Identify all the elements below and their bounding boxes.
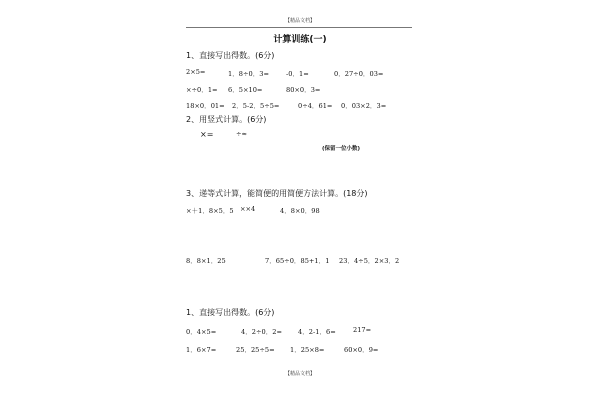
- section1-row-3: [186, 100, 412, 110]
- section3-heading: 3、递等式计算，能简便的用简便方法计算。(18分): [186, 189, 368, 198]
- problem: 1．6×7=: [186, 346, 217, 354]
- section2-heading: 2、用竖式计算。(6分): [186, 115, 267, 124]
- section1-heading: 1、直接写出得数。(6分): [186, 51, 275, 60]
- section2-row: [186, 130, 412, 140]
- problem: 2×5=: [186, 68, 206, 76]
- problem: 0．4×5=: [186, 328, 217, 336]
- header-tag: 【精品文档】: [284, 18, 315, 24]
- problem: 0．27÷0．03=: [334, 70, 384, 78]
- page-title: 计算训练(一): [273, 35, 327, 45]
- problem: 8．8×1．25: [186, 257, 226, 265]
- problem: 2．5-2．5÷5=: [232, 102, 280, 110]
- section4-heading: 1、直接写出得数。(6分): [186, 308, 275, 317]
- problem: 4．8×0．98: [280, 207, 320, 215]
- problem: 60×0．9=: [344, 346, 379, 354]
- working-space: [186, 218, 412, 252]
- problem: 1．8÷0．3=: [228, 70, 270, 78]
- problem: 18×0．01=: [186, 102, 225, 110]
- problem: 7．65÷0．85+1．1: [265, 257, 330, 265]
- problem: -0．1=: [286, 70, 309, 78]
- problem: ××4: [240, 205, 256, 213]
- problem: 4．2-1．6=: [298, 328, 336, 336]
- vertical-problem: ÷≈: [236, 130, 248, 138]
- section1-row-1: [186, 68, 412, 78]
- working-space: [186, 154, 412, 184]
- problem: 80×0．3=: [286, 86, 321, 94]
- section4-row-2: [186, 344, 412, 354]
- section4-row-1: [186, 326, 412, 336]
- problem: 25．25÷5=: [236, 346, 275, 354]
- section3-row-1: [186, 205, 412, 215]
- problem: 4．2÷0．2=: [241, 328, 283, 336]
- section1-row-2: [186, 84, 412, 94]
- problem: ×＋1．8×5．5: [186, 207, 234, 215]
- problem: 0÷4．61=: [298, 102, 333, 110]
- section3-row-2: [186, 255, 412, 265]
- header-rule: [186, 27, 412, 28]
- footer-tag: 【精品文档】: [284, 371, 315, 377]
- problem: 6．5×10=: [228, 86, 263, 94]
- problem: 1．25×8=: [290, 346, 325, 354]
- problem: 0．03×2．3=: [341, 102, 387, 110]
- working-space: [186, 268, 412, 304]
- problem: 217=: [353, 326, 372, 334]
- problem: ×÷0．1=: [186, 86, 218, 94]
- rounding-note: (保留一位小数): [322, 146, 361, 152]
- vertical-problem: ×=: [200, 130, 214, 139]
- problem: 23．4÷5．2×3．2: [339, 257, 400, 265]
